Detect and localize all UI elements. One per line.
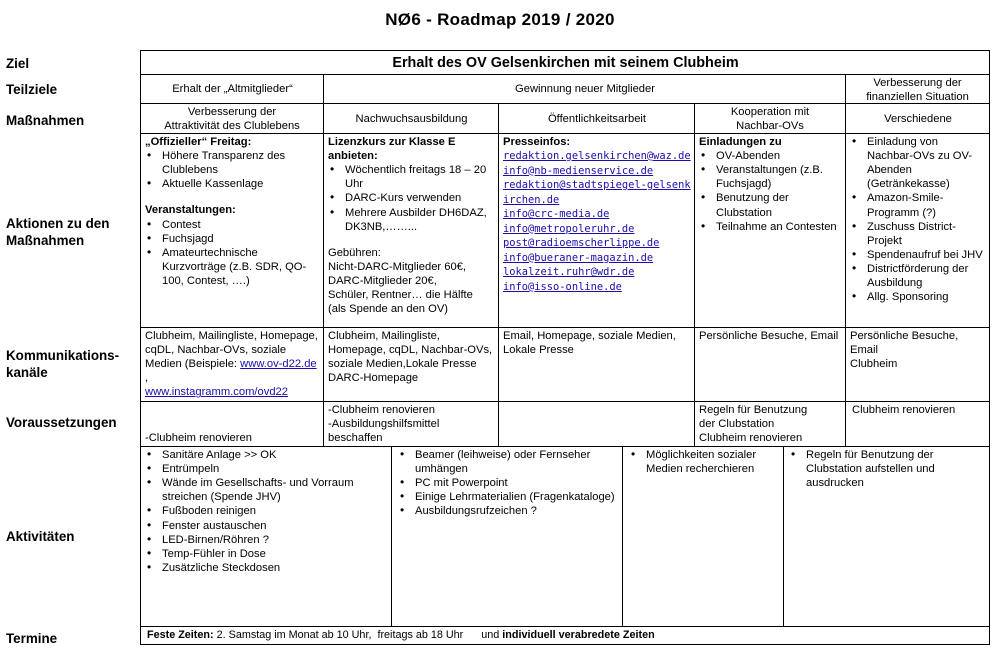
row-label-voraussetzungen: Voraussetzungen <box>6 415 117 430</box>
list-item: • Wöchentlich freitags 18 – 20 Uhr <box>328 163 495 191</box>
list-item: • Districtförderung der Ausbildung <box>850 262 986 290</box>
list-item: • Fuchsjagd <box>145 232 320 246</box>
list-item: • Wände im Gesellschafts- und Vorraum streichen (Spende JHV) <box>145 476 388 504</box>
voraussetzung-line: -Clubheim renovieren <box>145 432 252 445</box>
row-label-aktivitaeten: Aktivitäten <box>6 529 75 544</box>
list-item: • Zusätzliche Steckdosen <box>145 561 388 575</box>
press-link[interactable]: info@bueraner-magazin.de <box>503 251 654 264</box>
list-item: • Höhere Transparenz des Clublebens <box>145 149 320 177</box>
row-label-ziel: Ziel <box>6 56 30 71</box>
list-item: • Benutzung der Clubstation <box>699 191 842 219</box>
kommunikation-col3: Email, Homepage, soziale Medien, Lokale Presse <box>498 327 695 402</box>
aktivitaeten-col3 <box>622 446 784 627</box>
aktionen-col4 <box>694 133 846 328</box>
voraussetzungen-col4 <box>694 401 846 447</box>
kommunikation-col1 <box>140 327 324 402</box>
list-item: • LED-Birnen/Röhren ? <box>145 533 388 547</box>
press-link[interactable]: info@isso-online.de <box>503 280 622 293</box>
list-item: • Spendenaufruf bei JHV <box>850 248 986 262</box>
instagram-link[interactable]: www.instagramm.com/ovd22 <box>145 386 289 399</box>
teilziel-finanzen: Verbesserung der finanziellen Situation <box>845 74 990 104</box>
termine-tail: individuell verabredete Zeiten <box>502 629 655 641</box>
list-item: • Mehrere Ausbilder DH6DAZ, DK3NB,……... <box>328 206 495 234</box>
termine-cell <box>140 626 990 645</box>
list-item: • Veranstaltungen (z.B. Fuchsjagd) <box>699 163 842 191</box>
list-item: • Temp-Fühler in Dose <box>145 547 388 561</box>
press-link[interactable]: info@crc-media.de <box>503 208 610 221</box>
list-item: • Regeln für Benutzung der Clubstation aufstellen und ausdrucken <box>789 448 986 490</box>
kommunikation-col1-text: Clubheim, Mailingliste, Homepage, cqDL, Nachbar-OVs, soziale Medien (Beispiele: <box>145 330 318 371</box>
voraussetzung-line: -Clubheim renovieren <box>328 404 435 416</box>
row-label-aktionen-line1: Aktionen zu den <box>6 216 110 231</box>
list-item: • Allg. Sponsoring <box>850 290 986 304</box>
list-item: • Zuschuss District-Projekt <box>850 220 986 248</box>
kommunikation-col5-line: Persönliche Besuche, <box>850 330 959 342</box>
voraussetzung-line: der Clubstation <box>699 418 775 431</box>
einladungen-heading: Einladungen zu <box>699 136 782 148</box>
press-link[interactable]: info@nb-medienservice.de <box>503 164 654 177</box>
termine-label: Feste Zeiten: <box>147 629 214 641</box>
list-item: • Aktuelle Kassenlage <box>145 177 320 191</box>
aktivitaeten-col1 <box>140 446 392 627</box>
teilziel-neue-mitglieder: Gewinnung neuer Mitglieder <box>323 74 846 104</box>
fees-heading: Gebühren: <box>328 246 381 259</box>
list-item: • Amateurtechnische Kurzvorträge (z.B. SDR, QO-100, Contest, ….) <box>145 246 320 288</box>
massnahme-kooperation: Kooperation mit Nachbar-OVs <box>694 103 846 134</box>
massnahme-verschiedene: Verschiedene <box>845 103 990 134</box>
page-title: NØ6 - Roadmap 2019 / 2020 <box>385 10 615 29</box>
aktionen-col1 <box>140 133 324 328</box>
voraussetzung-line: Regeln für Benutzung <box>699 404 808 416</box>
voraussetzungen-col2 <box>323 401 499 447</box>
list-item: • Amazon-Smile-Programm (?) <box>850 191 986 219</box>
row-label-aktionen <box>6 215 109 249</box>
row-label-kommunikation-line2: kanäle <box>6 365 48 381</box>
list-item: • Fußboden reinigen <box>145 504 388 518</box>
press-link[interactable]: redaktion.gelsenkirchen@waz.de <box>503 150 691 163</box>
press-link[interactable]: info@metropoleruhr.de <box>503 222 635 235</box>
voraussetzungen-col1 <box>140 401 324 447</box>
list-item: • DARC-Kurs verwenden <box>328 191 495 205</box>
row-label-aktionen-line2: Maßnahmen <box>6 233 85 249</box>
row-label-kommunikation-line1: Kommunikations- <box>6 348 120 363</box>
fee-line: DARC-Mitglieder 20€, <box>328 274 437 287</box>
link-separator: , <box>145 372 149 385</box>
row-label-teilziele: Teilziele <box>6 82 58 97</box>
kommunikation-col5-line: Email <box>850 344 878 357</box>
massnahme-attraktivitaet: Verbesserung der Attraktivität des Clublebens <box>140 103 324 134</box>
termine-text: 2. Samstag im Monat ab 10 Uhr, freitags ab 18 Uhr und <box>213 629 503 641</box>
kommunikation-col4: Persönliche Besuche, Email <box>694 327 846 402</box>
list-item: • Ausbildungsrufzeichen ? <box>398 504 619 518</box>
list-item: • Sanitäre Anlage >> OK <box>145 448 388 462</box>
row-label-massnahmen: Maßnahmen <box>6 113 85 128</box>
presseinfos-heading: Presseinfos: <box>503 136 571 148</box>
row-label-termine: Termine <box>6 631 58 646</box>
press-link[interactable]: redaktion@stadtspiegel-gelsenkirchen.de <box>503 179 691 206</box>
list-item: • Einladung von Nachbar-OVs zu OV-Abenden (Getränkekasse) <box>850 135 986 191</box>
voraussetzung-line: Clubheim renovieren <box>699 432 803 445</box>
list-item: • Beamer (leihweise) oder Fernseher umhängen <box>398 448 619 476</box>
fee-line: (als Spende an den OV) <box>328 303 449 316</box>
list-item: • Entrümpeln <box>145 462 388 476</box>
aktionen-col1-heading1: „Offizieller“ Freitag: <box>145 136 252 148</box>
voraussetzung-line: beschaffen <box>328 432 383 445</box>
voraussetzung-line: -Ausbildungshilfsmittel <box>328 418 440 431</box>
list-item: • Möglichkeiten sozialer Medien recherchieren <box>629 448 780 476</box>
list-item: • OV-Abenden <box>699 149 842 163</box>
press-link[interactable]: post@radioemscherlippe.de <box>503 237 660 250</box>
voraussetzungen-col3 <box>498 401 695 447</box>
ziel-cell: Erhalt des OV Gelsenkirchen mit seinem Clubheim <box>140 50 990 75</box>
ov-website-link[interactable]: www.ov-d22.de <box>240 358 317 371</box>
fee-line: Schüler, Rentner… die Hälfte <box>328 289 473 302</box>
kommunikation-col5 <box>845 327 990 402</box>
aktivitaeten-col2 <box>391 446 623 627</box>
list-item: • PC mit Powerpoint <box>398 476 619 490</box>
voraussetzungen-col5: Clubheim renovieren <box>845 401 990 447</box>
teilziel-altmitglieder: Erhalt der „Altmitglieder“ <box>140 74 324 104</box>
aktionen-col5 <box>845 133 990 328</box>
aktionen-col2-heading: Lizenzkurs zur Klasse E anbieten: <box>328 136 456 163</box>
fee-line: Nicht-DARC-Mitglieder 60€, <box>328 260 467 273</box>
aktionen-col1-heading2: Veranstaltungen: <box>145 204 236 217</box>
aktionen-col2 <box>323 133 499 328</box>
list-item: • Einige Lehrmaterialien (Fragenkataloge) <box>398 490 619 504</box>
aktivitaeten-col4 <box>783 446 990 627</box>
massnahme-nachwuchs: Nachwuchsausbildung <box>323 103 499 134</box>
list-item: • Contest <box>145 218 320 232</box>
kommunikation-col5-line: Clubheim <box>850 358 898 371</box>
list-item: • Fenster austauschen <box>145 519 388 533</box>
kommunikation-col2: Clubheim, Mailingliste, Homepage, cqDL, Nachbar-OVs, soziale Medien,Lokale Presse DARC-Homepage <box>323 327 499 402</box>
massnahme-oeffentlichkeit: Öffentlichkeitsarbeit <box>498 103 695 134</box>
press-link[interactable]: lokalzeit.ruhr@wdr.de <box>503 266 635 279</box>
list-item: • Teilnahme an Contesten <box>699 220 842 234</box>
row-label-kommunikation <box>6 347 119 381</box>
aktionen-col3 <box>498 133 695 328</box>
